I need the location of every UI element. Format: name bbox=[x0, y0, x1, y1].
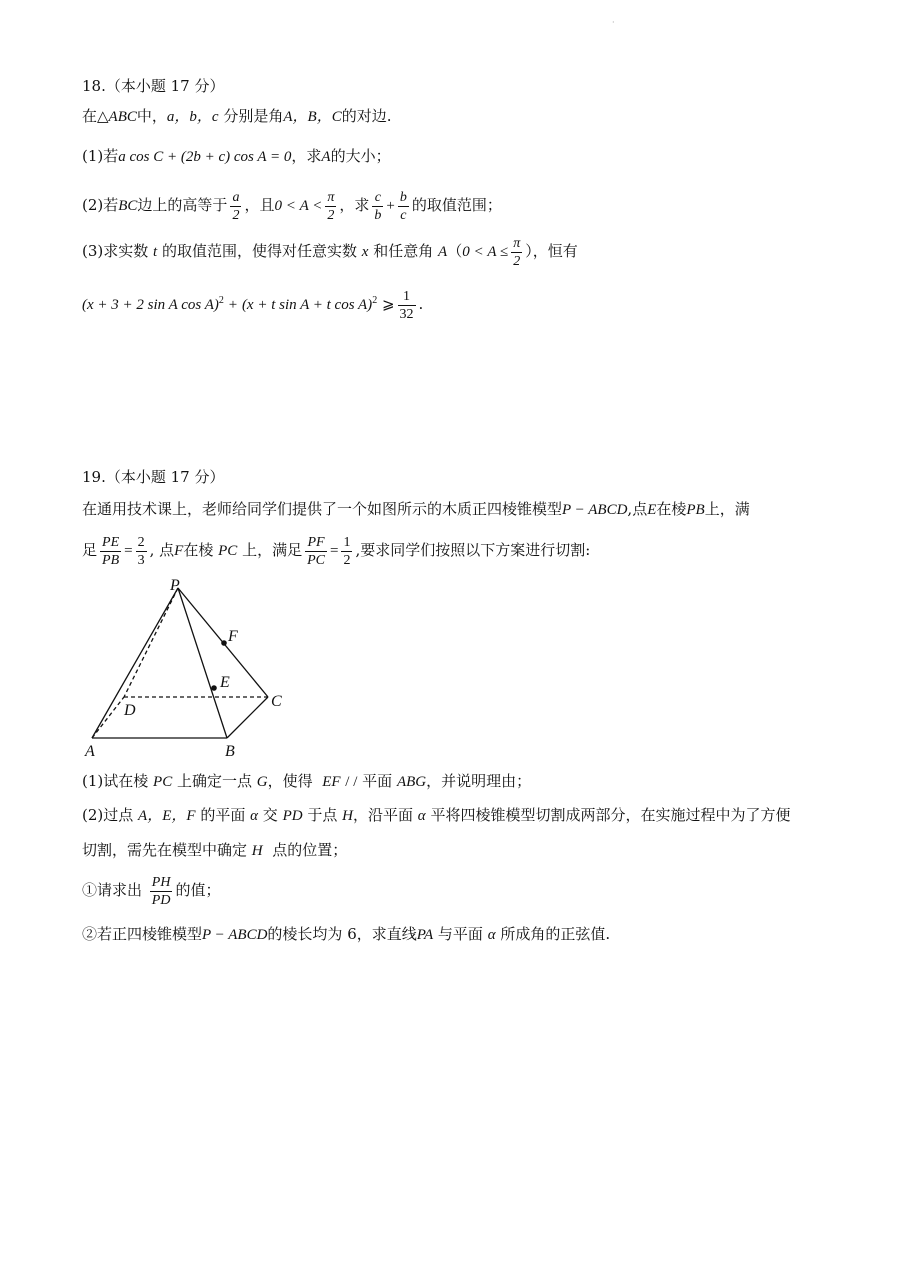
q18-header-text: 18.（本小题 17 分） bbox=[82, 77, 225, 95]
q19-sub2 bbox=[82, 805, 790, 826]
label-a: A bbox=[85, 743, 95, 760]
q19-text: ②若正四棱锥模型 bbox=[82, 925, 203, 943]
q19-text: (1)试在棱 bbox=[82, 772, 149, 790]
point-f-dot bbox=[221, 640, 227, 646]
edge-bc-line bbox=[227, 697, 268, 738]
var-x: x bbox=[361, 244, 369, 260]
side-bc: BC bbox=[118, 198, 138, 214]
label-c: C bbox=[271, 693, 282, 710]
q19-text: 上确定一点 bbox=[176, 772, 252, 790]
point-h: H bbox=[342, 808, 353, 824]
q19-text: 切割，需先在模型中确定 bbox=[82, 841, 248, 859]
q19-header-text: 19.（本小题 17 分） bbox=[82, 468, 225, 486]
period: . bbox=[418, 295, 424, 313]
intro-text: 的对边. bbox=[341, 107, 392, 125]
part-label: (3)求实数 bbox=[82, 242, 149, 260]
point-g: G bbox=[256, 774, 268, 790]
q19-text: ,要求同学们按照以下方案进行切割: bbox=[355, 541, 591, 559]
q19-text: 点的位置； bbox=[272, 841, 348, 859]
pyramid-name: P − ABCD bbox=[562, 502, 628, 518]
paren-open: （ bbox=[447, 242, 463, 260]
edge-pc: PC bbox=[218, 543, 238, 559]
angle-condition: 0 < A ≤ bbox=[462, 244, 509, 260]
q19-text: 足 bbox=[82, 541, 98, 559]
q19-text: ,点 bbox=[627, 500, 648, 518]
angle-condition: 0 < A < bbox=[274, 198, 323, 214]
fraction-2-over-3: $\frac{2}{3}$ bbox=[137, 534, 145, 568]
angle-vars: A，B，C bbox=[283, 109, 342, 125]
q19-text: 与平面 bbox=[437, 925, 483, 943]
q19-text: (2)过点 bbox=[82, 806, 134, 824]
q19-text: 平面 bbox=[362, 772, 393, 790]
intro-text: 在△ bbox=[82, 107, 109, 125]
q19-text: ，使得 bbox=[267, 772, 313, 790]
q19-text: 在棱 bbox=[183, 541, 214, 559]
part-text: 和任意角 bbox=[373, 242, 434, 260]
fraction-pe-over-pb: $\frac{PE}{PB}$ bbox=[102, 534, 120, 568]
plane-abg: ABG bbox=[396, 774, 427, 790]
point-e: E bbox=[647, 502, 657, 518]
fraction-1-over-32: $\frac{1}{32}$ bbox=[399, 288, 414, 322]
edge-pb-line bbox=[178, 588, 227, 738]
angle-a: A bbox=[321, 149, 331, 165]
pyramid-figure bbox=[80, 575, 300, 760]
q19-sub2-c1 bbox=[82, 870, 220, 910]
q19-text: ，沿平面 bbox=[352, 806, 413, 824]
line-pa: PA bbox=[416, 927, 434, 943]
q19-text: 的值； bbox=[175, 881, 221, 899]
q19-sub2-cont bbox=[82, 840, 347, 861]
condition-equation: a cos C + (2b + c) cos A = 0 bbox=[118, 149, 292, 165]
angle-a: A bbox=[438, 244, 448, 260]
label-d: D bbox=[124, 702, 136, 719]
label-f: F bbox=[228, 628, 238, 645]
fraction-a-over-2: $\frac{a}{2}$ bbox=[232, 189, 240, 223]
q19-text: 交 bbox=[262, 806, 278, 824]
q18-part1 bbox=[82, 146, 391, 167]
plane-alpha: α bbox=[250, 808, 258, 824]
line-ef: EF bbox=[322, 774, 341, 790]
exponent-2: 2 bbox=[218, 295, 224, 306]
q18-part2 bbox=[82, 186, 502, 225]
fraction-1-over-2: $\frac{1}{2}$ bbox=[343, 534, 351, 568]
q19-text: 在通用技术课上，老师给同学们提供了一个如图所示的木质正四棱锥模型 bbox=[82, 500, 563, 518]
q19-line1 bbox=[82, 499, 750, 520]
fraction-b-over-c: $\frac{b}{c}$ bbox=[399, 189, 407, 223]
point-h: H bbox=[251, 843, 263, 859]
fraction-pf-over-pc: $\frac{PF}{PC}$ bbox=[307, 534, 325, 568]
fraction-pi-over-2: $\frac{\pi}{2}$ bbox=[513, 235, 521, 269]
q19-header bbox=[82, 467, 224, 487]
q19-text: 的平面 bbox=[200, 806, 246, 824]
q19-sub1 bbox=[82, 771, 531, 792]
fraction-ph-over-pd: $\frac{PH}{PD}$ bbox=[151, 874, 171, 908]
part-text: 的取值范围； bbox=[411, 196, 502, 214]
q19-text: , 点 bbox=[149, 541, 175, 559]
points-aef: A，E，F bbox=[138, 808, 196, 824]
parallel-sign: / / bbox=[345, 774, 358, 790]
part-text: ，求 bbox=[339, 196, 370, 214]
intro-text: 中， bbox=[136, 107, 167, 125]
var-t: t bbox=[153, 244, 158, 260]
plus-sign: + bbox=[386, 198, 395, 214]
label-p: P bbox=[170, 577, 180, 594]
part-text: 的取值范围，使得对任意实数 bbox=[161, 242, 357, 260]
edge-pd: PD bbox=[282, 808, 303, 824]
ineq-term-1: (x + 3 + 2 sin A cos A) bbox=[82, 297, 219, 313]
point-e-dot bbox=[211, 685, 217, 691]
equals-sign: = bbox=[329, 543, 339, 559]
ineq-term-2: (x + t sin A + t cos A) bbox=[241, 297, 373, 313]
exponent-2: 2 bbox=[372, 295, 378, 306]
pyramid-name: P − ABCD bbox=[202, 927, 268, 943]
edge-ad-hidden bbox=[92, 697, 124, 738]
fraction-pi-over-2: $\frac{\pi}{2}$ bbox=[327, 189, 335, 223]
point-f: F bbox=[174, 543, 184, 559]
part-text: ，且 bbox=[244, 196, 275, 214]
part-text: ，求 bbox=[291, 147, 322, 165]
q19-line2 bbox=[82, 530, 590, 571]
plane-alpha: α bbox=[487, 927, 496, 943]
q19-text: ，并说明理由； bbox=[426, 772, 532, 790]
triangle-abc: ABC bbox=[108, 109, 137, 125]
label-b: B bbox=[225, 743, 235, 760]
part-text: 边上的高等于 bbox=[137, 196, 228, 214]
q18-intro bbox=[82, 106, 392, 127]
q19-text: ①请求出 bbox=[82, 881, 143, 899]
part-text: 的大小； bbox=[330, 147, 391, 165]
page-speck: · bbox=[612, 18, 615, 27]
fraction-c-over-b: $\frac{c}{b}$ bbox=[374, 189, 382, 223]
edge-pd-hidden bbox=[124, 588, 178, 697]
equals-sign: = bbox=[124, 543, 133, 559]
part-label: (2)若 bbox=[82, 196, 119, 214]
side-vars: a，b，c bbox=[166, 109, 219, 125]
q19-text: 于点 bbox=[307, 806, 338, 824]
plus-sign: + bbox=[228, 297, 238, 313]
part-label: (1)若 bbox=[82, 147, 119, 165]
q19-text: 在棱 bbox=[656, 500, 687, 518]
q19-text: 所成角的正弦值. bbox=[500, 925, 611, 943]
part-text: ），恒有 bbox=[525, 242, 578, 260]
q18-inequality bbox=[82, 280, 423, 326]
q19-text: 上，满足 bbox=[242, 541, 303, 559]
q19-sub2-c2 bbox=[82, 924, 610, 945]
q19-text: 平将四棱锥模型切割成两部分，在实施过程中为了方便 bbox=[430, 806, 791, 824]
intro-text: 分别是角 bbox=[223, 107, 284, 125]
q18-header bbox=[82, 76, 224, 96]
q18-part3 bbox=[82, 232, 578, 271]
label-e: E bbox=[220, 674, 230, 691]
geq-sign: ⩾ bbox=[381, 297, 395, 313]
edge-pc: PC bbox=[153, 774, 173, 790]
q19-text: 上，满 bbox=[704, 500, 750, 518]
edge-pb: PB bbox=[686, 502, 705, 518]
q19-text: 的棱长均为 6，求直线 bbox=[267, 925, 417, 943]
plane-alpha: α bbox=[417, 808, 426, 824]
